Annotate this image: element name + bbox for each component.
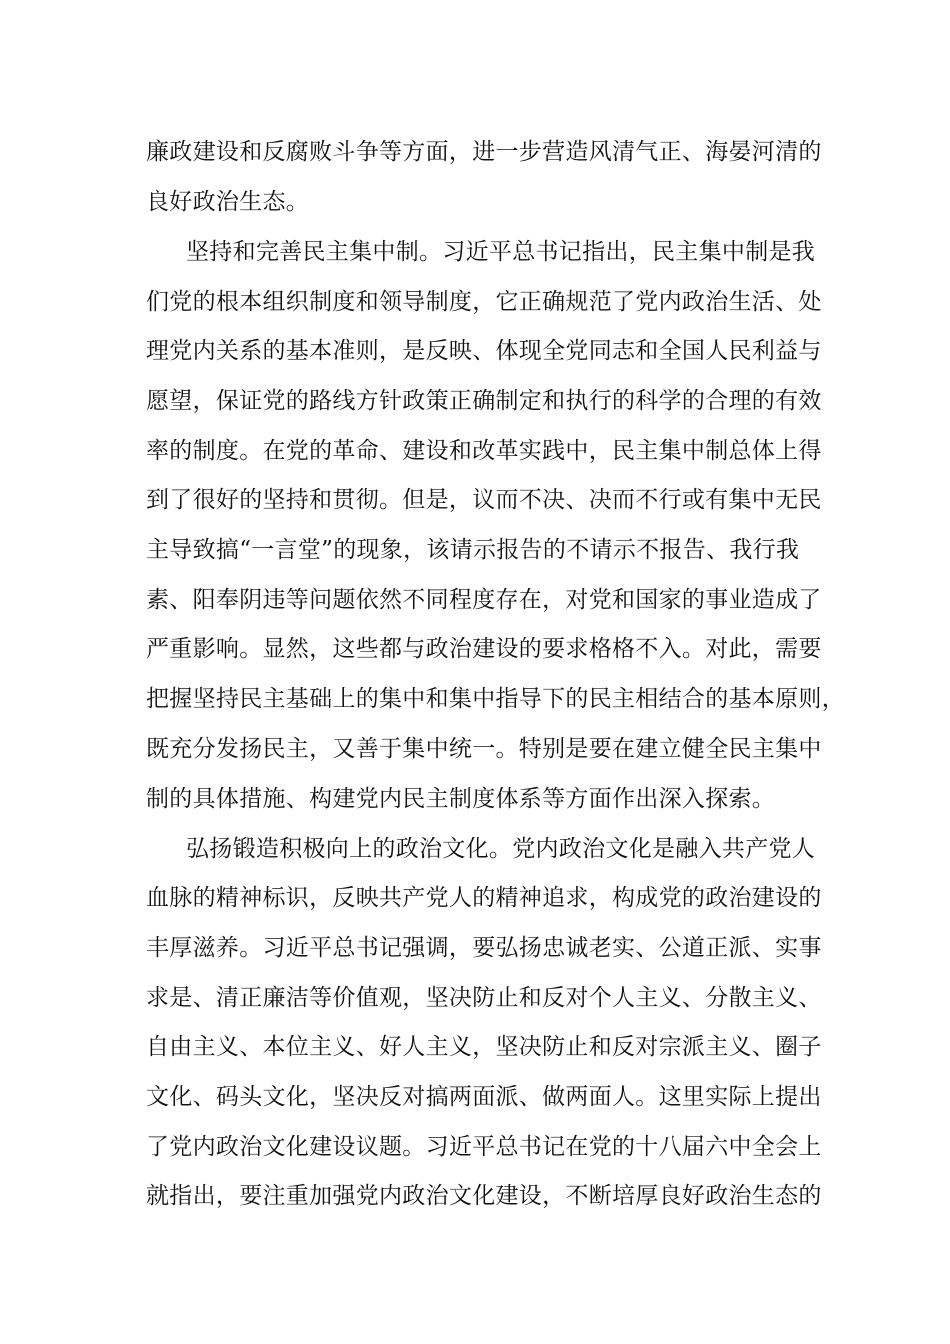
- text-line: 丰厚滋养。习近平总书记强调，要弘扬忠诚老实、公道正派、实事: [146, 935, 822, 961]
- text-line: 愿望，保证党的路线方针政策正确制定和执行的科学的合理的有效: [146, 388, 822, 414]
- text-line: 文化、码头文化，坚决反对搞两面派、做两面人。这里实际上提出: [146, 1084, 822, 1110]
- text-line: 自由主义、本位主义、好人主义，坚决防止和反对宗派主义、圈子: [146, 1034, 822, 1060]
- text-line: 就指出，要注重加强党内政治文化建设，不断培厚良好政治生态的: [146, 1183, 822, 1209]
- text-line: 既充分发扬民主，又善于集中统一。特别是要在建立健全民主集中: [146, 736, 822, 762]
- text-line: 素、阳奉阴违等问题依然不同程度存在，对党和国家的事业造成了: [146, 587, 822, 613]
- text-line: 求是、清正廉洁等价值观，坚决防止和反对个人主义、分散主义、: [146, 985, 822, 1011]
- text-line: 血脉的精神标识，反映共产党人的精神追求，构成党的政治建设的: [146, 885, 822, 911]
- text-line: 了党内政治文化建设议题。习近平总书记在党的十八届六中全会上: [146, 1134, 822, 1160]
- text-line: 严重影响。显然，这些都与政治建设的要求格格不入。对此，需要: [146, 636, 822, 662]
- text-line: 把握坚持民主基础上的集中和集中指导下的民主相结合的基本原则，: [146, 686, 845, 712]
- text-line: 制的具体措施、构建党内民主制度体系等方面作出深入探索。: [146, 786, 776, 812]
- text-line: 理党内关系的基本准则，是反映、体现全党同志和全国人民利益与: [146, 338, 822, 364]
- paragraph-first-line: 坚持和完善民主集中制。习近平总书记指出，民主集中制是我: [186, 239, 816, 265]
- text-line: 良好政治生态。: [146, 189, 310, 215]
- text-line: 主导致搞“一言堂”的现象，该请示报告的不请示不报告、我行我: [146, 537, 800, 563]
- text-line: 率的制度。在党的革命、建设和改革实践中，民主集中制总体上得: [146, 438, 822, 464]
- text-line: 廉政建设和反腐败斗争等方面，进一步营造风清气正、海晏河清的: [146, 139, 822, 165]
- text-line: 到了很好的坚持和贯彻。但是，议而不决、决而不行或有集中无民: [146, 487, 822, 513]
- text-line: 们党的根本组织制度和领导制度，它正确规范了党内政治生活、处: [146, 289, 822, 315]
- paragraph-first-line: 弘扬锻造积极向上的政治文化。党内政治文化是融入共产党人: [186, 836, 816, 862]
